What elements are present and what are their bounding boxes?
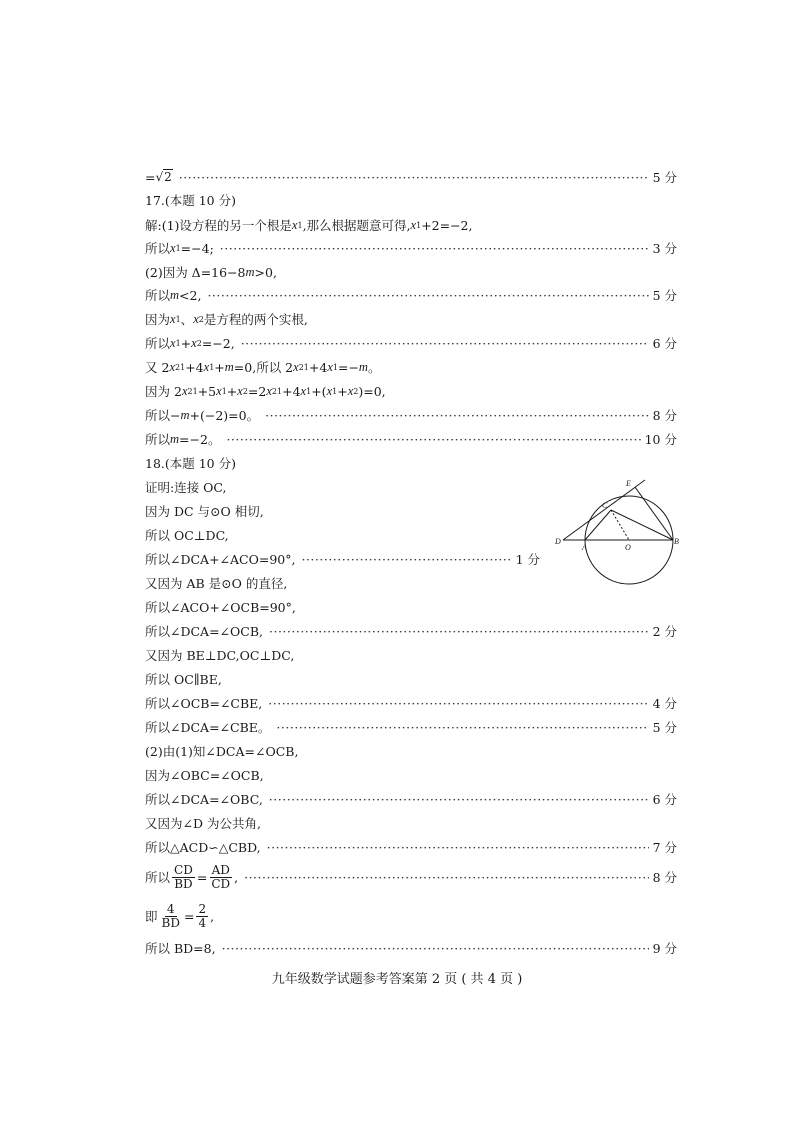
var-x: x — [327, 359, 333, 374]
text: +4 — [282, 383, 301, 399]
numerator: 4 — [166, 901, 175, 916]
text: 因为 — [145, 312, 171, 327]
text: 因为 DC 与⊙O 相切, — [145, 504, 264, 519]
label-c: C — [602, 501, 608, 510]
text: , — [210, 908, 215, 924]
text: +4 — [185, 359, 204, 375]
text: 因为∠OBC=∠OCB, — [145, 768, 264, 783]
text: =−2, — [201, 335, 235, 351]
answer-line — [145, 899, 677, 933]
answer-line — [145, 166, 677, 188]
text: 所以∠DCA=∠OBC, — [145, 792, 263, 807]
text: 所以 BD=8, — [145, 941, 216, 956]
text: 又因为∠D 为公共角, — [145, 816, 261, 831]
text: =−2。 — [179, 432, 221, 447]
subscript: 1 — [303, 362, 309, 372]
subscript: 1 — [297, 220, 303, 230]
text: 17.(本题 10 分) — [145, 193, 236, 208]
answer-line — [145, 764, 677, 786]
answer-line — [145, 668, 677, 690]
subscript: 1 — [221, 386, 227, 396]
dot-leader — [276, 720, 648, 735]
answer-line — [145, 332, 677, 354]
subscript: 1 — [175, 314, 181, 324]
score-label: 5 分 — [652, 288, 677, 303]
text: 又 2 — [145, 360, 170, 375]
text: +(−2)=0。 — [189, 408, 260, 423]
text: 是方程的两个实根, — [203, 312, 308, 327]
var-x: x — [191, 335, 197, 350]
text: (2)由(1)知∠DCA=∠OCB, — [145, 744, 299, 759]
text: =−4; — [180, 240, 214, 256]
subscript: 2 — [353, 386, 359, 396]
fraction — [196, 903, 208, 930]
dot-leader — [241, 336, 649, 351]
text: =2 — [247, 383, 267, 399]
var-m: m — [180, 407, 190, 422]
text: 所以 OC⊥DC, — [145, 528, 229, 543]
dot-leader — [269, 624, 649, 639]
dot-leader — [207, 288, 648, 303]
numerator: CD — [174, 862, 193, 877]
text: +2=−2, — [421, 217, 473, 233]
text: 又因为 AB 是⊙O 的直径, — [145, 576, 288, 591]
score-label: 5 分 — [652, 170, 677, 185]
text: 解:(1)设方程的另一个根是 — [145, 218, 292, 233]
text: 所以 — [145, 241, 171, 256]
answer-line — [145, 937, 677, 959]
answer-line — [145, 836, 677, 858]
score-label: 2 分 — [652, 624, 677, 639]
dot-leader — [301, 552, 511, 567]
dot-leader — [267, 840, 649, 855]
answer-line — [145, 356, 677, 378]
score-label: 1 分 — [515, 552, 540, 567]
var-x: x — [347, 383, 354, 398]
text: 所以 OC∥BE, — [145, 672, 222, 687]
subscript: 2 — [242, 386, 248, 396]
dot-leader — [268, 696, 648, 711]
text: 所以∠DCA=∠OCB, — [145, 624, 264, 639]
answer-line — [145, 428, 677, 450]
var-x: x — [170, 311, 176, 326]
label-a: A — [582, 543, 587, 552]
geometry-figure — [553, 476, 683, 586]
score-label: 3 分 — [652, 241, 677, 256]
text: = — [145, 169, 156, 185]
answer-line — [145, 860, 677, 894]
text: + — [337, 383, 348, 399]
subscript: 1 — [306, 386, 312, 396]
answer-line — [145, 237, 677, 259]
text: , — [234, 869, 239, 885]
answer-line — [145, 380, 677, 402]
subscript: 1 — [175, 243, 181, 253]
answer-line — [145, 214, 677, 236]
text: 、 — [180, 312, 194, 327]
var-x: x — [170, 335, 176, 350]
text: 所以△ACD∽△CBD, — [145, 840, 261, 855]
numerator: AD — [211, 862, 230, 877]
fraction — [172, 864, 195, 891]
score-label: 5 分 — [652, 720, 677, 735]
var-x: x — [181, 383, 188, 398]
text: =0,所以 2 — [233, 360, 294, 375]
segment-be — [635, 487, 673, 540]
text: 因为 2 — [145, 384, 182, 399]
text: >0, — [254, 264, 277, 280]
text: +( — [311, 383, 327, 399]
text: <2, — [179, 287, 202, 303]
label-e: E — [626, 479, 631, 488]
subscript: 2 — [196, 338, 202, 348]
text: 所以− — [145, 408, 181, 423]
var-x: x — [203, 359, 210, 374]
text: + — [226, 383, 238, 399]
answer-line — [145, 404, 677, 426]
subscript: 1 — [175, 338, 181, 348]
var-x: x — [291, 217, 298, 232]
var-m: m — [245, 264, 255, 279]
dot-leader — [222, 941, 649, 956]
var-x: x — [216, 383, 222, 398]
text: +5 — [197, 383, 217, 399]
score-label: 7 分 — [652, 840, 677, 855]
text: 所以 — [145, 870, 171, 885]
answer-line — [145, 596, 677, 618]
text: 。 — [367, 360, 381, 375]
var-x: x — [170, 240, 176, 255]
answer-line — [145, 644, 677, 666]
dot-leader — [220, 241, 649, 256]
score-label: 8 分 — [652, 870, 677, 885]
answer-line — [145, 548, 540, 570]
text: =− — [337, 359, 359, 375]
sqrt-sign: √ — [155, 170, 164, 184]
text: 18.(本题 10 分) — [145, 456, 236, 471]
label-d: D — [555, 537, 561, 546]
superscript: 2 — [271, 386, 278, 396]
score-label: 6 分 — [652, 792, 677, 807]
subscript: 1 — [416, 220, 422, 230]
fraction — [160, 903, 182, 930]
answer-line — [145, 716, 677, 738]
dot-leader — [179, 170, 649, 185]
answer-line — [145, 500, 540, 522]
dot-leader — [265, 408, 648, 423]
page-footer: 九年级数学试题参考答案第 2 页 ( 共 4 页 ) — [271, 972, 523, 987]
text: 即 — [145, 909, 158, 924]
subscript: 1 — [180, 362, 186, 372]
text: )=0, — [358, 383, 386, 399]
var-m: m — [170, 431, 180, 446]
fraction — [209, 864, 232, 891]
text: 所以 — [145, 432, 171, 447]
var-x: x — [169, 359, 175, 374]
superscript: 2 — [187, 386, 193, 396]
dot-leader — [269, 792, 649, 807]
var-x: x — [266, 383, 272, 398]
answer-line — [145, 740, 677, 762]
tangent-line-dc — [563, 480, 645, 540]
text: 所以∠DCA=∠CBE。 — [145, 720, 271, 735]
var-x: x — [237, 383, 243, 398]
score-label: 4 分 — [652, 696, 677, 711]
superscript: 2 — [298, 362, 304, 372]
sqrt-radicand: 2 — [164, 170, 172, 184]
text: ,那么根据题意可得, — [302, 218, 411, 233]
text: 所以 — [145, 336, 171, 351]
question-header-18 — [145, 452, 677, 474]
answer-line — [145, 692, 677, 714]
numerator: 2 — [198, 901, 207, 916]
var-m: m — [224, 359, 234, 374]
text: 所以 — [145, 288, 171, 303]
denominator: BD — [174, 876, 193, 891]
answer-line — [145, 812, 677, 834]
var-x: x — [410, 217, 417, 232]
answer-line — [145, 524, 540, 546]
text: 所以∠ACO+∠OCB=90°, — [145, 600, 296, 615]
var-x: x — [293, 359, 299, 374]
question-header-17 — [145, 189, 677, 211]
subscript: 1 — [277, 386, 283, 396]
answer-line — [145, 308, 677, 330]
text: 证明:连接 OC, — [145, 480, 227, 495]
label-o: O — [625, 543, 631, 552]
score-label: 8 分 — [652, 408, 677, 423]
sqrt-expression — [155, 170, 172, 184]
subscript: 1 — [332, 386, 338, 396]
subscript: 2 — [198, 314, 204, 324]
text: 所以∠OCB=∠CBE, — [145, 696, 263, 711]
answer-line — [145, 620, 677, 642]
text: (2)因为 Δ=16−8 — [145, 265, 246, 280]
var-m: m — [170, 287, 180, 302]
score-label: 9 分 — [652, 941, 677, 956]
var-x: x — [193, 311, 199, 326]
denominator: 4 — [198, 915, 207, 930]
superscript: 2 — [175, 362, 181, 372]
var-m: m — [358, 359, 368, 374]
var-x: x — [326, 383, 333, 398]
text: 所以∠DCA+∠ACO=90°, — [145, 552, 296, 567]
denominator: BD — [161, 915, 180, 930]
denominator: CD — [211, 876, 231, 891]
text: + — [214, 359, 225, 375]
text: 又因为 BE⊥DC,OC⊥DC, — [145, 648, 295, 663]
answer-line — [145, 284, 677, 306]
answer-line — [145, 261, 677, 283]
dot-leader — [244, 870, 648, 885]
text: +4 — [308, 359, 328, 375]
text: + — [180, 335, 192, 351]
text: = — [183, 908, 195, 924]
answer-line — [145, 788, 677, 810]
dot-leader — [226, 432, 640, 447]
subscript: 1 — [192, 386, 198, 396]
subscript: 1 — [209, 362, 215, 372]
answer-line — [145, 476, 540, 498]
score-label: 6 分 — [652, 336, 677, 351]
label-b: B — [674, 537, 679, 546]
text: = — [196, 869, 208, 885]
score-label: 10 分 — [644, 432, 677, 447]
subscript: 1 — [332, 362, 338, 372]
var-x: x — [300, 383, 307, 398]
